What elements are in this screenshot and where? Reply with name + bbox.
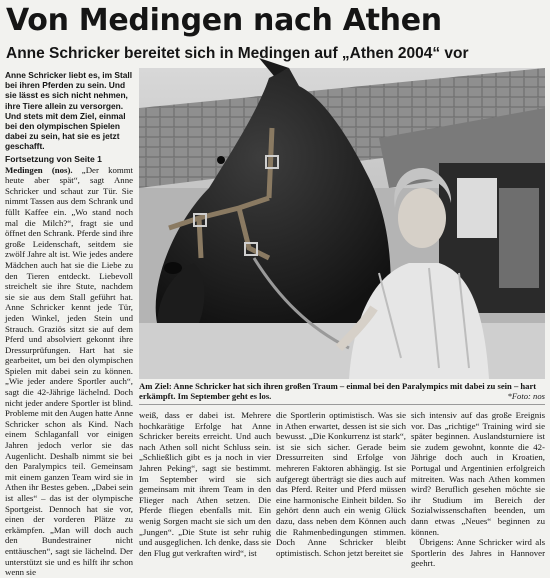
horse-and-rider-photo: [139, 68, 545, 379]
lead-paragraph: Anne Schricker liebt es, im Stall bei ihren Pferden zu sein. Und sie lässt es sich nicht nehmen, ihre Tiere allein zu versorgen. Und stets mit dem Ziel, einmal bei den olympischen Spielen dabei zu sein, hat sie es jetzt geschafft.: [5, 70, 133, 152]
article-column-4: [411, 410, 545, 569]
article-column-2: [139, 410, 271, 558]
column-1-text: [5, 165, 133, 578]
photo-caption: [139, 381, 545, 401]
dateline: Medingen (nos).: [5, 164, 73, 175]
headline: Von Medingen nach Athen: [6, 3, 442, 38]
photo-credit: *Foto: nos: [507, 391, 545, 402]
column-4-closing: Übrigens: Anne Schricker wird als Sportlerin des Jahres in Hannover geehrt.: [411, 537, 545, 569]
article-column-3: [276, 410, 406, 558]
continuation-note: Fortsetzung von Seite 1: [5, 154, 102, 164]
caption-divider: [139, 404, 545, 405]
column-4-text: sich intensiv auf das große Ereignis vor. Das „richtige“ Training wird sie später beginnen. Auslandsturniere ist sie zudem gewohnt, konnte die 42-Jährige doch auch in Kroatien, Portugal und Argentinien erfolgreich mitreiten. Was nach Athen kommen wird? Beruflich gesehen möchte sie ihr Studium im Bereich der Sozialwissenschaften beenden, um dann etwas „Neues“ beginnen zu können.: [411, 410, 545, 537]
article-column-1: [5, 154, 133, 578]
article-photo: [139, 68, 545, 379]
column-3-text: die Sportlerin optimistisch. Was sie in Athen erwartet, dessen ist sie sich bewusst. „Die Konkurrenz ist stark“, ist sie sich sicher. Gerade beim Dressurreiten sind Erfolge von mehreren Faktoren abhängig. Ist sie aufgeregt überträgt sie dies auch auf das Pferd. Reiter und Pferd müssen eine harmonische Einheit bilden. So gehört denn auch ein wenig Glück dazu, dass neben dem Können auch die Rahmenbedingungen stimmen. Doch Anne Schricker bleibt optimistisch. Schon jetzt bereitet sie: [276, 410, 406, 558]
caption-text: Am Ziel: Anne Schricker hat sich ihren großen Traum – einmal bei den Paralympics mit dabei zu sein – hart erkämpft. Im September geht es los.: [139, 381, 537, 402]
column-1-body: „Der kommt heute aber spät“, sagt Anne Schricker und schaut zur Tür. Sie nimmt Tassen aus dem Schrank und füllt Kaffee ein. „Wo stand noch mal die Milch?“, fragt sie und öffnet den Schrank. Pferde sind ihre große Leidenschaft, seitdem sie zwölf Jahre alt ist. Wie jedes andere Mädchen auch hat sie die Liebe zu den Tieren entdeckt. Liebevoll streichelt sie ihre Stute, nachdem sie sie aus dem Stall geführt hat. Anne Schricker kennt jede Tür, jeden Winkel, jeden Stein und Strauch. Graziös sitzt sie auf dem Pferd und absolviert gekonnt ihre Dressurprüfungen. Hart hat sie gearbeitet, um bei den olympischen Spielen mit dabei sein zu können. „Wie jeder andere Sportler auch“, sagt die 42-Jährige lächelnd. Doch nicht jeder andere Sportler ist blind. Probleme mit den Augen hatte Anne Schricker schon als Kind. Nach einem Schlaganfall vor einigen Jahren jedoch verlor sie das Augenlicht. Deshalb nimmt sie bei den Paralympics teil. Gemeinsam mit einem ganzen Team wird sie in Athen ihr Bestes geben. „Dabei sein ist alles“ – das ist der olympische Sportgeist. Dennoch hat sie vor, einen der vorderen Plätze zu erkämpfen. „Man will doch auch den Bundestrainer nicht enttäuschen“, sagt sie lächelnd. Der unterstützt sie und es hilft ihr schon wenn sie: [5, 164, 134, 578]
column-2-text: weiß, dass er dabei ist. Mehrere hochkarätige Erfolge hat Anne Schricker bereits erreicht. Und auch nach Athen soll nicht Schluss sein. „Schließlich gibt es ja noch in vier Jahren Peking“, sagt sie bestimmt. Im September wird sie sich gemeinsam mit ihrem Team in den Flieger nach Athen setzen. Die Pferde fliegen ebenfalls mit. Ein wenig Sorgen macht sie sich um den „Jungen“. „Die Stute ist sehr ruhig und ausgeglichen. Ich denke, dass sie den Flug gut verkraften wird“, ist: [139, 410, 271, 558]
subheadline: Anne Schricker bereitet sich in Medingen auf „Athen 2004“ vor: [6, 45, 469, 62]
